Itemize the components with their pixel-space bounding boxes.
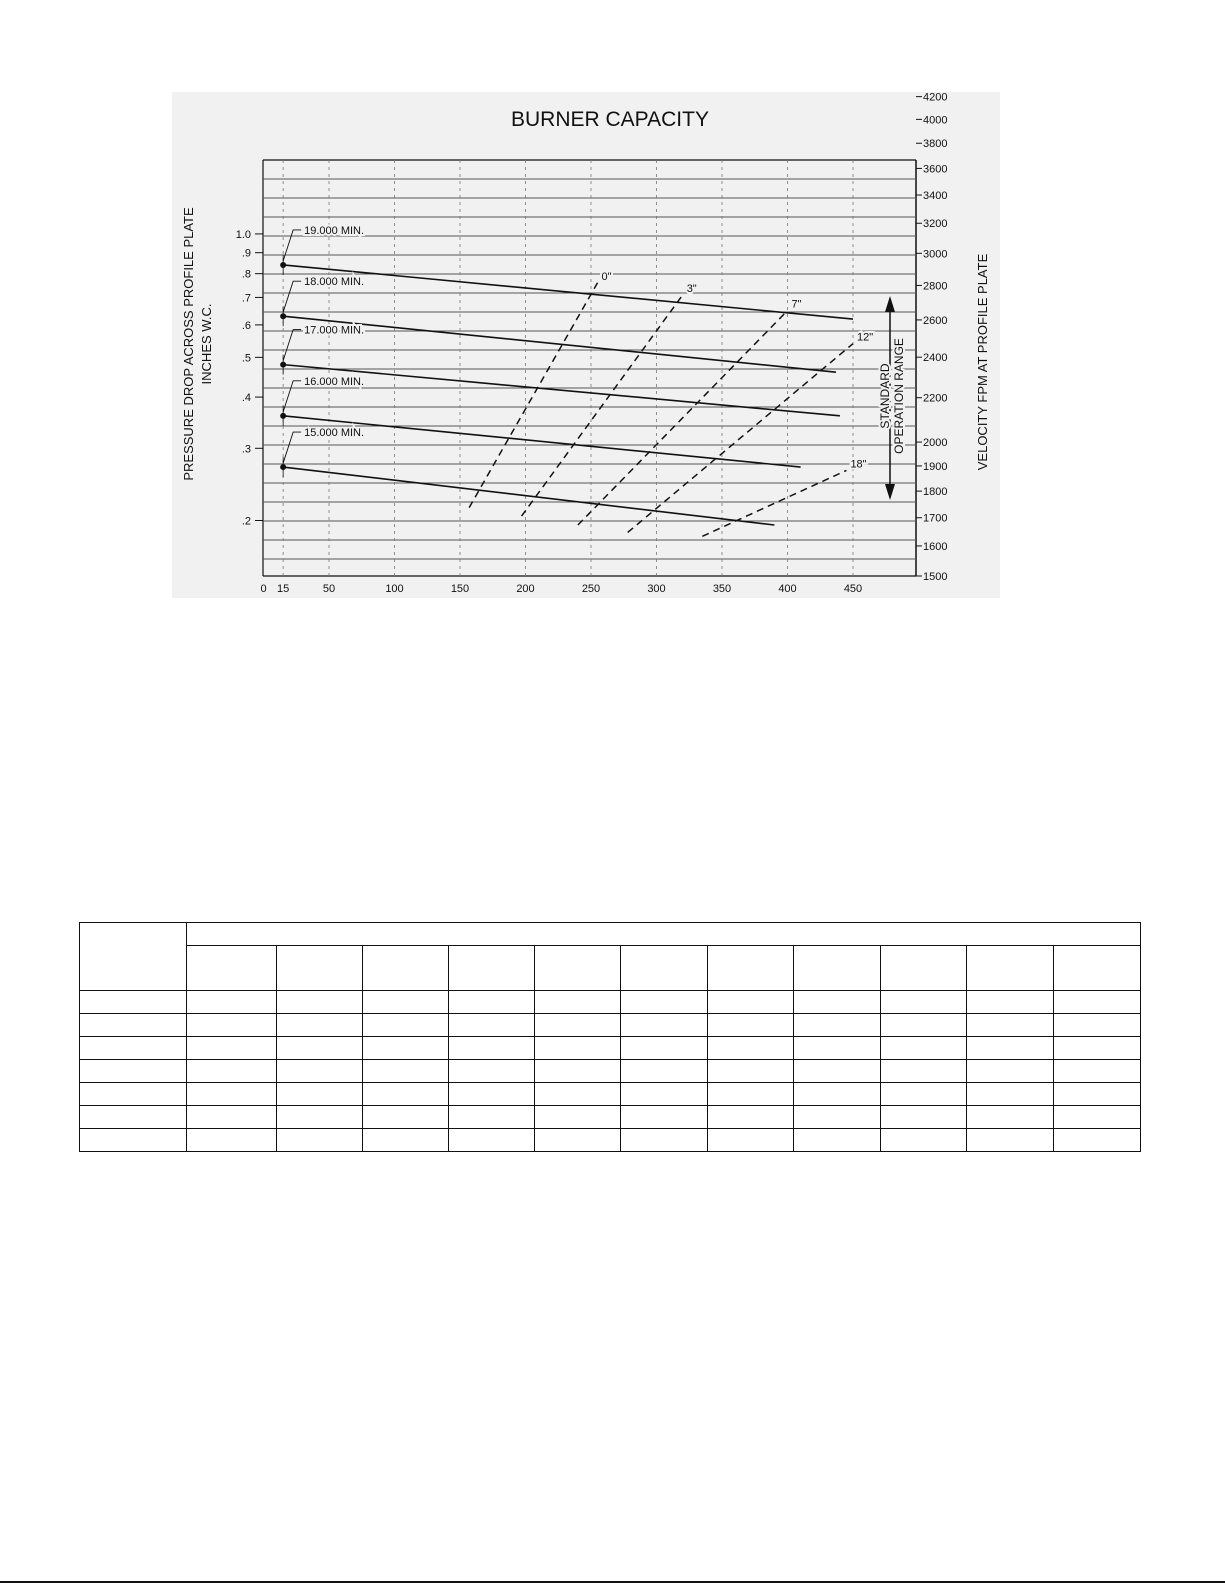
table-cell: [362, 991, 448, 1014]
x-tick-label: 15: [277, 583, 290, 595]
table-header-cell: [362, 946, 448, 991]
range-arrow-up: [885, 296, 895, 312]
x-tick-label: 100: [385, 583, 404, 595]
y2-tick-label: 4000: [923, 114, 948, 127]
dashed-series-label: 3": [686, 282, 697, 295]
table-cell: [967, 1083, 1053, 1106]
y2-axis-label: VELOCITY FPM AT PROFILE PLATE: [975, 253, 990, 471]
table-cell: [276, 1060, 362, 1083]
table-cell: [881, 991, 967, 1014]
table-cell: [187, 1037, 276, 1060]
table-cell: [276, 991, 362, 1014]
y-tick-label: 1.0: [235, 228, 251, 241]
table-cell: [1053, 1129, 1141, 1152]
table-cell: [448, 1014, 534, 1037]
table-cell: [793, 1083, 880, 1106]
series-line: [283, 416, 800, 467]
table-cell: [707, 1129, 793, 1152]
table-cell: [535, 1014, 621, 1037]
table-header-cell: [621, 946, 707, 991]
y2-tick-label: 3400: [923, 190, 948, 203]
table-cell: [967, 1060, 1053, 1083]
table-cell: [621, 991, 707, 1014]
y2-tick-label: 1500: [923, 571, 948, 583]
series-layer: [280, 225, 873, 536]
table-cell: [793, 1129, 880, 1152]
series-callout: [283, 432, 301, 463]
y-tick-label: .2: [241, 515, 251, 528]
table-cell: [80, 1083, 187, 1106]
table-cell: [80, 1129, 187, 1152]
series-label: 18.000 MIN.: [304, 276, 365, 289]
table-cell: [621, 1037, 707, 1060]
table-header-cell: [881, 946, 967, 991]
table-cell: [448, 1129, 534, 1152]
y2-tick-label: 1900: [923, 460, 948, 473]
table-header-cell: [187, 946, 276, 991]
table-cell: [187, 1060, 276, 1083]
dashed-series-line: [628, 344, 853, 533]
series-callout: [283, 330, 301, 361]
table-cell: [80, 1037, 187, 1060]
series-label: 17.000 MIN.: [304, 324, 365, 337]
table-cell: [621, 1014, 707, 1037]
table-cell: [881, 1106, 967, 1129]
range-label-standard: STANDARD: [878, 363, 892, 429]
table-cell: [1053, 1060, 1141, 1083]
table-cell: [881, 1060, 967, 1083]
table-cell: [535, 1060, 621, 1083]
table-cell: [707, 991, 793, 1014]
table-cell: [1053, 991, 1141, 1014]
table-cell: [80, 1060, 187, 1083]
table-cell: [881, 1083, 967, 1106]
table-cell: [621, 1129, 707, 1152]
table-row: [80, 1014, 1141, 1037]
table-header-group-row: [80, 923, 1141, 946]
x-tick-label: 450: [843, 583, 863, 595]
series-line: [283, 316, 836, 372]
y-tick-label: .5: [241, 352, 251, 365]
table-header-row: [80, 946, 1141, 991]
table-cell: [707, 1014, 793, 1037]
table-header-cell: [1053, 946, 1141, 991]
x-tick-label: 250: [581, 583, 601, 595]
table-corner-cell: [80, 923, 187, 991]
range-arrow-down: [885, 484, 895, 500]
chart-title: BURNER CAPACITY: [511, 108, 709, 131]
y2-tick-label: 3600: [923, 163, 948, 176]
table-cell: [793, 1037, 880, 1060]
table-cell: [1053, 1083, 1141, 1106]
table-cell: [535, 991, 621, 1014]
table-cell: [187, 1083, 276, 1106]
table-cell: [881, 1037, 967, 1060]
y2-tick-label: 2400: [923, 352, 948, 365]
y2-tick-label: 2200: [923, 392, 948, 405]
table-cell: [187, 991, 276, 1014]
series-label: 16.000 MIN.: [304, 375, 365, 388]
table-cell: [881, 1014, 967, 1037]
table-cell: [80, 1106, 187, 1129]
table-cell: [80, 991, 187, 1014]
table-header-cell: [793, 946, 880, 991]
table-cell: [448, 1083, 534, 1106]
x-tick-label: 150: [450, 583, 470, 595]
standard-operation-range: [878, 296, 906, 500]
bottom-rule: [0, 1581, 1225, 1583]
table-cell: [621, 1060, 707, 1083]
table-cell: [448, 1106, 534, 1129]
chart-svg: [172, 92, 1000, 598]
y2-tick-label: 2800: [923, 280, 948, 293]
table-cell: [967, 1106, 1053, 1129]
table-cell: [793, 991, 880, 1014]
table-cell: [967, 1129, 1053, 1152]
range-label-operation: OPERATION RANGE: [892, 338, 906, 454]
y2-tick-label: 3200: [923, 218, 948, 231]
table-row: [80, 1106, 1141, 1129]
table-cell: [362, 1129, 448, 1152]
table-cell: [1053, 1014, 1141, 1037]
table-cell: [276, 1037, 362, 1060]
y-tick-label: .3: [241, 443, 251, 456]
table-cell: [187, 1014, 276, 1037]
y-tick-label: .4: [241, 392, 251, 405]
table-cell: [535, 1083, 621, 1106]
table-cell: [80, 1014, 187, 1037]
dashed-series-label: 12": [857, 331, 874, 344]
series-callout: [283, 230, 301, 261]
table-cell: [881, 1129, 967, 1152]
dashed-series-line: [702, 470, 846, 536]
dashed-series-line: [578, 311, 788, 525]
table-cell: [793, 1060, 880, 1083]
dashed-series-label: 18": [850, 458, 867, 471]
table-cell: [707, 1106, 793, 1129]
table-cell: [967, 1014, 1053, 1037]
table-cell: [707, 1037, 793, 1060]
y-axis-label: PRESSURE DROP ACROSS PROFILE PLATE: [181, 207, 196, 481]
table-row: [80, 991, 1141, 1014]
y2-tick-label: 4200: [923, 92, 948, 104]
table-cell: [535, 1037, 621, 1060]
y-tick-label: .7: [241, 292, 251, 305]
table-header-cell: [707, 946, 793, 991]
dashed-series-line: [469, 283, 597, 508]
y2-tick-label: 1800: [923, 486, 948, 499]
table-header-cell: [535, 946, 621, 991]
table-cell: [362, 1060, 448, 1083]
table-row: [80, 1060, 1141, 1083]
y2-tick-label: 3800: [923, 138, 948, 151]
table-cell: [276, 1083, 362, 1106]
table-cell: [793, 1106, 880, 1129]
table-cell: [707, 1060, 793, 1083]
burner-capacity-chart: [172, 92, 1000, 598]
series-callout: [283, 281, 301, 312]
x-tick-label: 0: [260, 583, 267, 595]
series-line: [283, 365, 840, 416]
x-tick-label: 350: [712, 583, 732, 595]
table-cell: [362, 1037, 448, 1060]
table-header-cell: [967, 946, 1053, 991]
x-tick-label: 400: [778, 583, 797, 595]
table-cell: [1053, 1106, 1141, 1129]
table-cell: [707, 1083, 793, 1106]
x-tick-label: 200: [516, 583, 535, 595]
dashed-series-label: 7": [791, 298, 802, 311]
table-cell: [276, 1106, 362, 1129]
table-cell: [967, 991, 1053, 1014]
table-cell: [448, 991, 534, 1014]
x-tick-label: 50: [322, 583, 336, 595]
y-tick-label: .9: [241, 247, 251, 260]
table-cell: [187, 1129, 276, 1152]
series-label: 19.000 MIN.: [304, 224, 365, 237]
y-axis-label-line2: INCHES W.C.: [199, 303, 214, 385]
table-group-header-cell: [187, 923, 1141, 946]
table-cell: [362, 1106, 448, 1129]
table-cell: [535, 1106, 621, 1129]
table-cell: [967, 1037, 1053, 1060]
empty-data-table: [79, 922, 1141, 1152]
table-cell: [276, 1014, 362, 1037]
table-row: [80, 1129, 1141, 1152]
table-row: [80, 1083, 1141, 1106]
table-cell: [535, 1129, 621, 1152]
table-cell: [187, 1106, 276, 1129]
x-tick-label: 300: [647, 583, 666, 595]
table-cell: [362, 1083, 448, 1106]
table-cell: [793, 1014, 880, 1037]
y-tick-label: .6: [241, 319, 251, 332]
table-cell: [448, 1037, 534, 1060]
table-cell: [621, 1106, 707, 1129]
y2-tick-label: 1600: [923, 540, 948, 553]
table-header-cell: [276, 946, 362, 991]
dashed-series-label: 0": [601, 270, 612, 283]
series-line: [283, 467, 774, 525]
table-cell: [1053, 1037, 1141, 1060]
table-row: [80, 1037, 1141, 1060]
y2-tick-label: 3000: [923, 248, 948, 261]
tick-layer: [236, 92, 948, 595]
y2-tick-label: 2000: [923, 437, 948, 450]
y-tick-label: .8: [241, 268, 251, 281]
table-cell: [621, 1083, 707, 1106]
series-label: 15.000 MIN.: [304, 427, 365, 440]
table-cell: [448, 1060, 534, 1083]
table-cell: [276, 1129, 362, 1152]
y2-tick-label: 2600: [923, 314, 948, 327]
table-header-cell: [448, 946, 534, 991]
y2-tick-label: 1700: [923, 512, 948, 525]
table-cell: [362, 1014, 448, 1037]
series-line: [283, 265, 853, 319]
